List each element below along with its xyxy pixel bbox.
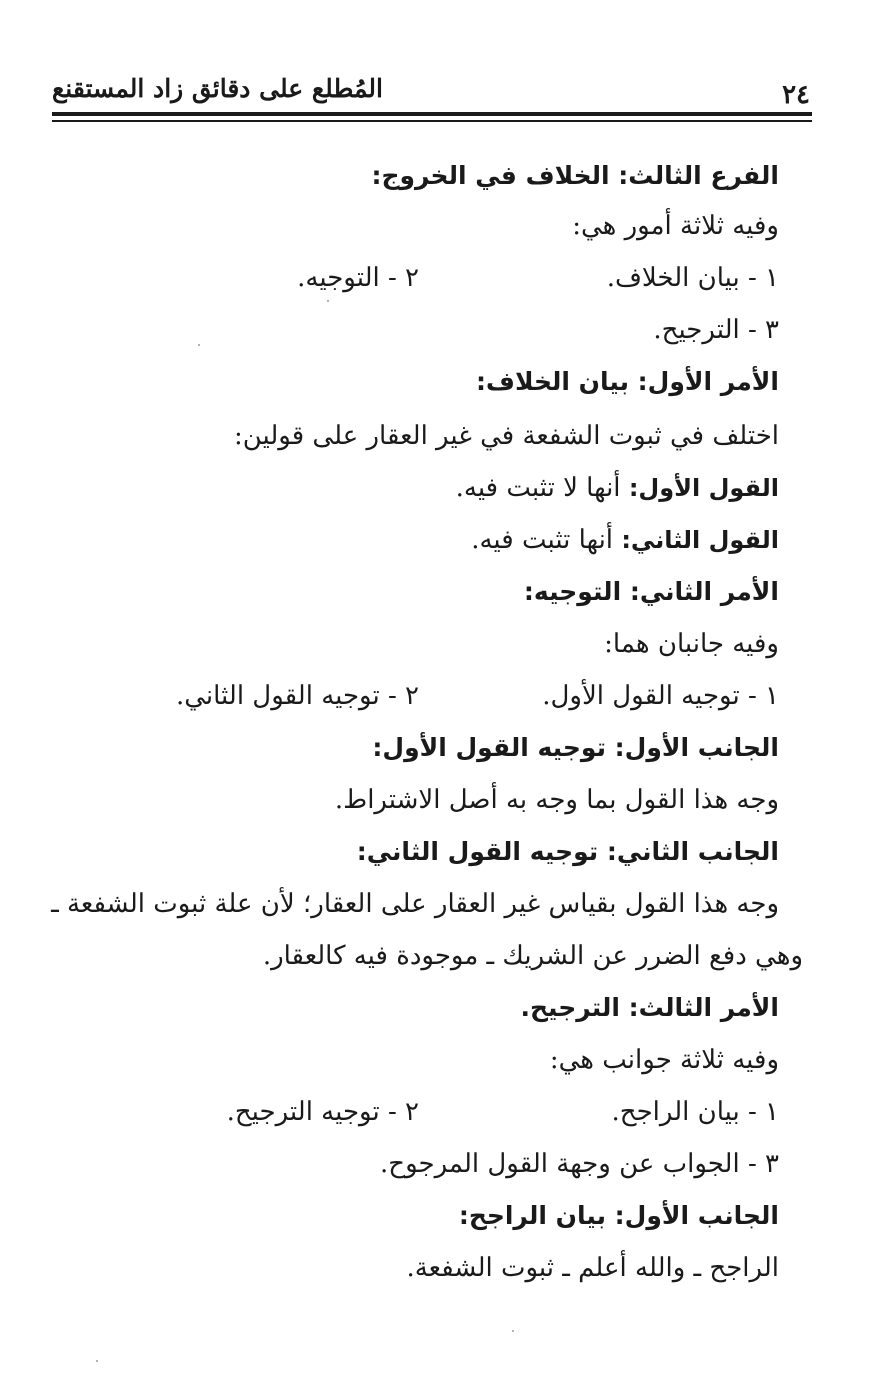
second-matter-heading: الأمر الثاني: التوجيه:: [523, 577, 779, 606]
scan-speck: [512, 1330, 514, 1332]
page-number: ٢٤: [782, 80, 810, 110]
third-matter-item-3: ٣ - الجواب عن وجهة القول المرجوح.: [380, 1149, 779, 1179]
scan-speck: [198, 344, 200, 346]
third-matter-heading: الأمر الثالث: الترجيح.: [520, 993, 779, 1022]
third-side-1-text: الراجح ـ والله أعلم ـ ثبوت الشفعة.: [406, 1253, 779, 1283]
section-title: الفرع الثالث: الخلاف في الخروج:: [371, 161, 779, 190]
scan-speck: [327, 300, 329, 302]
third-matter-item-2: ٢ - توجيه الترجيح.: [226, 1097, 419, 1127]
opinion-2-text: أنها تثبت فيه.: [471, 525, 614, 555]
section-intro: وفيه ثلاثة أمور هي:: [572, 211, 779, 241]
scan-speck: [96, 1360, 98, 1362]
third-side-1-heading: الجانب الأول: بيان الراجح:: [458, 1201, 779, 1230]
opinion-2: [471, 524, 779, 556]
opinion-1-text: أنها لا تثبت فيه.: [455, 473, 621, 503]
opinion-1-label: القول الأول:: [628, 474, 779, 502]
side-2-line-2: وهي دفع الضرر عن الشريك ـ موجودة فيه كالعقار.: [262, 941, 803, 971]
section-item-1: ١ - بيان الخلاف.: [606, 263, 779, 293]
second-matter-item-1: ١ - توجيه القول الأول.: [542, 681, 779, 711]
opinion-1: [456, 472, 779, 504]
first-matter-heading: الأمر الأول: بيان الخلاف:: [475, 367, 779, 396]
opinion-2-label: القول الثاني:: [621, 526, 779, 554]
section-item-3: ٣ - الترجيح.: [653, 315, 779, 345]
running-header: [52, 70, 810, 110]
third-matter-item-1: ١ - بيان الراجح.: [611, 1097, 779, 1127]
header-rule-thick: [52, 112, 812, 116]
second-matter-intro: وفيه جانبان هما:: [604, 629, 779, 659]
running-title: المُطلع على دقائق زاد المستقنع: [52, 74, 383, 103]
side-1-text: وجه هذا القول بما وجه به أصل الاشتراط.: [334, 785, 779, 815]
section-item-2: ٢ - التوجيه.: [297, 263, 419, 293]
header-rule-thin: [52, 120, 812, 122]
second-matter-item-2: ٢ - توجيه القول الثاني.: [175, 681, 419, 711]
side-2-line-1: وجه هذا القول بقياس غير العقار على العقار؛ لأن علة ثبوت الشفعة ـ: [51, 889, 779, 919]
first-matter-text: اختلف في ثبوت الشفعة في غير العقار على قولين:: [233, 421, 779, 451]
third-matter-intro: وفيه ثلاثة جوانب هي:: [549, 1045, 779, 1075]
side-1-heading: الجانب الأول: توجيه القول الأول:: [372, 733, 779, 762]
side-2-heading: الجانب الثاني: توجيه القول الثاني:: [356, 837, 779, 866]
